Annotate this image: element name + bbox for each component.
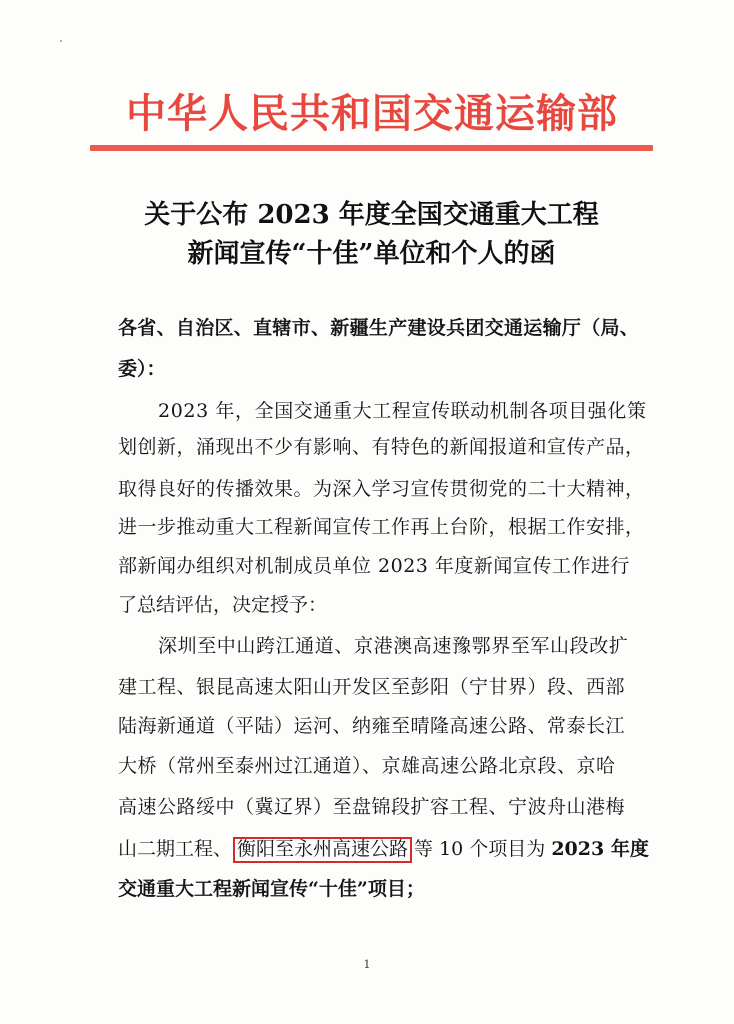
highlighted-project-name: 衡阳至永州高速公路 xyxy=(233,837,412,863)
paragraph-1-line-2: 划创新，涌现出不少有影响、有特色的新闻报道和宣传产品， xyxy=(118,436,645,458)
paragraph-1-line-5: 部新闻办组织对机制成员单位 2023 年度新闻宣传工作进行 xyxy=(118,555,630,577)
paragraph-2-line-2: 建工程、银昆高速太阳山开发区至彭阳（宁甘界）段、西部 xyxy=(118,676,626,698)
paragraph-2-line-1: 深圳至中山跨江通道、京港澳高速豫鄂界至军山段改扩 xyxy=(158,635,629,657)
paragraph-2-line-4: 大桥（常州至泰州过江通道）、京雄高速公路北京段、京哈 xyxy=(118,755,616,777)
paragraph-2-line-6 xyxy=(118,839,649,863)
salutation-line-1: 各省、自治区、直辖市、新疆生产建设兵团交通运输厅（局、 xyxy=(118,317,640,339)
paragraph-1-line-1: 2023 年，全国交通重大工程宣传联动机制各项目强化策 xyxy=(158,400,647,422)
paragraph-2-line-3: 陆海新通道（平陆）运河、纳雍至晴隆高速公路、常泰长江 xyxy=(118,715,626,737)
paragraph-2-line-6-bold: 2023 年度 xyxy=(551,838,649,860)
paragraph-1-line-4: 进一步推动重大工程新闻宣传工作再上台阶，根据工作安排， xyxy=(118,516,645,538)
document-title-line-1: 关于公布 2023 年度全国交通重大工程 xyxy=(144,200,599,230)
page-number: 1 xyxy=(363,958,371,971)
paragraph-1-line-3: 取得良好的传播效果。为深入学习宣传贯彻党的二十大精神， xyxy=(118,478,645,500)
paragraph-2-line-6-middle: 等 10 个项目为 xyxy=(414,838,552,860)
scan-speck xyxy=(60,40,62,42)
paragraph-2-line-5: 高速公路绥中（冀辽界）至盘锦段扩容工程、宁波舟山港梅 xyxy=(118,796,626,818)
paragraph-2-line-6-prefix: 山二期工程、 xyxy=(118,838,233,860)
letterhead-issuer: 中华人民共和国交通运输部 xyxy=(126,91,618,137)
paragraph-1-line-6: 了总结评估，决定授予： xyxy=(118,594,328,616)
paragraph-2-line-7: 交通重大工程新闻宣传“十佳”项目； xyxy=(118,878,425,900)
salutation-line-2: 委）： xyxy=(118,358,166,380)
letterhead-red-rule xyxy=(90,145,653,151)
document-title-line-2: 新闻宣传“十佳”单位和个人的函 xyxy=(187,239,556,269)
